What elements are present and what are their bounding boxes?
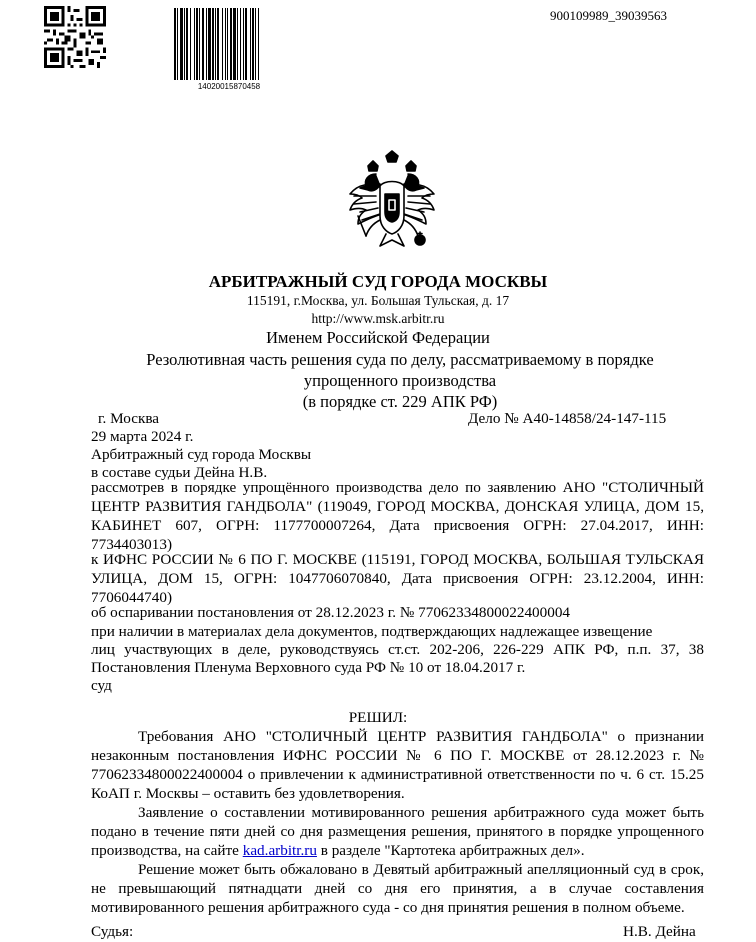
decision-date: 29 марта 2024 г.	[91, 428, 194, 445]
barcode	[174, 8, 284, 80]
resolution-title	[100, 349, 700, 412]
barcode-bar	[230, 8, 232, 80]
barcode-bar	[177, 8, 178, 80]
barcode-bar	[222, 8, 223, 80]
materials-line-1: при наличии в материалах дела документов, подтверждающих надлежащее извещение	[91, 623, 653, 640]
decision-paragraph-1: Требования АНО "СТОЛИЧНЫЙ ЦЕНТР РАЗВИТИЯ ГАНДБОЛА" о признании незаконным постановления ИФНС РОССИИ № 6 ПО Г. МОСКВЕ от 28.12.2023 г. № 77062334800022400004 о привлечении к административной ответственности по ч. 6 ст. 15.25 КоАП г. Москвы – оставить без удовлетворения.	[91, 728, 704, 802]
barcode-bar	[225, 8, 226, 80]
barcode-bar	[199, 8, 200, 80]
judge-line: в составе судьи Дейна Н.В.	[91, 464, 268, 481]
resolution-title-line-3: (в порядке ст. 229 АПК РФ)	[302, 392, 498, 411]
court-word: суд	[91, 677, 112, 694]
materials-line-3: Постановления Пленума Верховного суда РФ № 10 от 18.04.2017 г.	[91, 659, 526, 676]
resolution-title-line-1: Резолютивная часть решения суда по делу, рассматриваемому в порядке	[146, 350, 654, 369]
resolution-title-line-2: упрощенного производства	[303, 371, 497, 390]
barcode-bar	[196, 8, 198, 80]
barcode-bar	[174, 8, 176, 80]
barcode-bar	[237, 8, 238, 80]
barcode-bar	[215, 8, 216, 80]
decision-paragraph-2-tail: в разделе "Картотека арбитражных дел».	[316, 842, 585, 859]
city: г. Москва	[98, 410, 160, 427]
barcode-bar	[250, 8, 251, 80]
name-of-federation-line: Именем Российской Федерации	[266, 328, 490, 347]
qr-code	[44, 6, 106, 68]
court-line: Арбитражный суд города Москвы	[91, 446, 312, 463]
judge-name: Н.В. Дейна	[623, 923, 696, 940]
barcode-bar	[194, 8, 195, 80]
barcode-bar	[240, 8, 241, 80]
barcode-bar	[227, 8, 228, 80]
document-id: 900109989_39039563	[550, 8, 667, 23]
considered-paragraph: рассмотрев в порядке упрощённого производства дело по заявлению АНО "СТОЛИЧНЫЙ ЦЕНТР РАЗВИТИЯ ГАНДБОЛА" (119049, ГОРОД МОСКВА, ДОНСКАЯ УЛИЦА, ДОМ 15, КАБИНЕТ 607, ОГРН: 1177700007264, Дата присвоения ОГРН: 27.04.2017, ИНН: 7734403013)	[91, 479, 704, 553]
barcode-bar	[190, 8, 191, 80]
barcode-bar	[202, 8, 204, 80]
decision-paragraph-2	[91, 803, 704, 860]
materials-line-2: лиц участвующих в деле, руководствуясь ст.ст. 202-206, 226-229 АПК РФ, п.п. 37, 38	[91, 641, 704, 658]
barcode-number: 14020015870458	[197, 82, 261, 91]
subject-line: об оспаривании постановления от 28.12.2023 г. № 77062334800022400004	[91, 604, 571, 621]
court-address: 115191, г.Москва, ул. Большая Тульская, д. 17	[246, 293, 510, 308]
decision-body	[91, 727, 704, 917]
kad-arbitr-link[interactable]: kad.arbitr.ru	[242, 842, 317, 859]
barcode-bar	[208, 8, 211, 80]
barcode-bar	[212, 8, 214, 80]
barcode-bar	[245, 8, 247, 80]
barcode-bar	[206, 8, 207, 80]
barcode-bar	[186, 8, 188, 80]
decision-heading: РЕШИЛ:	[348, 709, 408, 726]
barcode-bar	[258, 8, 259, 80]
barcode-bar	[255, 8, 256, 80]
court-title: АРБИТРАЖНЫЙ СУД ГОРОДА МОСКВЫ	[208, 272, 548, 291]
court-url: http://www.msk.arbitr.ru	[311, 311, 445, 326]
barcode-bar	[233, 8, 236, 80]
barcode-bar	[243, 8, 244, 80]
decision-paragraph-3: Решение может быть обжаловано в Девятый арбитражный апелляционный суд в срок, не превышающий пятнадцати дней со дня его принятия, а в случае составления мотивированного решения арбитражного суда - со дня принятия решения в полном объеме.	[91, 861, 704, 916]
case-number: Дело № А40-14858/24-147-115	[468, 410, 667, 427]
coat-of-arms-emblem	[346, 150, 438, 252]
judge-label: Судья:	[91, 923, 134, 940]
decision-paragraph-2-text: Заявление о составлении мотивированного решения арбитражного суда может быть подано в течение пяти дней со дня размещения решения, принятого в порядке упрощенного производства, на сайте	[91, 804, 704, 859]
barcode-bar	[252, 8, 254, 80]
respondent-paragraph: к ИФНС РОССИИ № 6 ПО Г. МОСКВЕ (115191, ГОРОД МОСКВА, БОЛЬШАЯ ТУЛЬСКАЯ УЛИЦА, ДОМ 15, ОГРН: 1047706070840, Дата присвоения ОГРН: 23.12.2004, ИНН: 7706044740)	[91, 551, 704, 606]
barcode-bar	[217, 8, 219, 80]
barcode-bar	[184, 8, 185, 80]
barcode-bar	[180, 8, 183, 80]
